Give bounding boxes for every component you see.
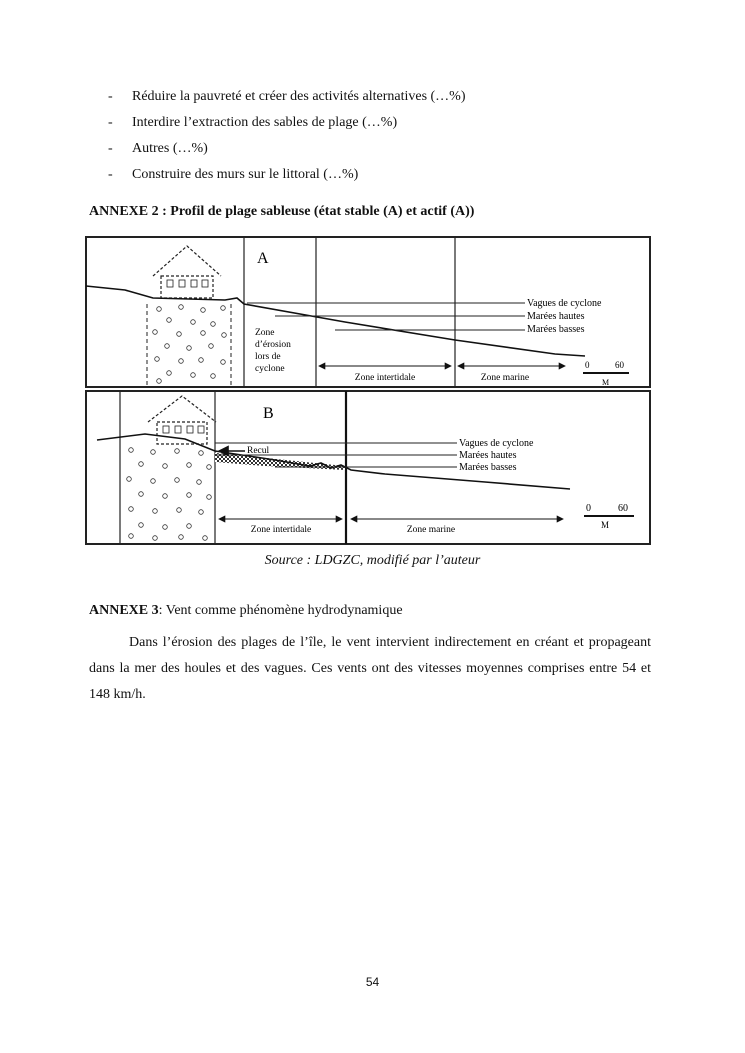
list-item: - Réduire la pauvreté et créer des activités alternatives (…%) [108, 89, 466, 104]
list-item: - Autres (…%) [108, 141, 208, 156]
zone-intertidale-a: Zone intertidale [354, 373, 416, 383]
sand-dune-pebbles [127, 448, 212, 541]
scale-bar-b [584, 503, 634, 530]
recul-label: Recul [247, 446, 270, 456]
svg-text:60: 60 [615, 360, 624, 370]
erosion-zone-line-1: Zone [255, 328, 275, 338]
panel-a [86, 237, 629, 387]
house-icon [148, 396, 216, 444]
annexe3-label: ANNEXE 3 [89, 603, 159, 618]
panel-b-letter: B [263, 405, 274, 422]
panel-a-letter: A [257, 250, 269, 267]
legend-marees-basses: Marées basses [527, 324, 585, 335]
list-item: - Construire des murs sur le littoral (…%) [108, 167, 359, 182]
legend-marees-basses: Marées basses [459, 462, 517, 473]
zone-marine-a: Zone marine [480, 373, 530, 383]
zone-marine-b: Zone marine [406, 525, 456, 535]
annexe3-paragraph: Dans l’érosion des plages de l’île, le vent intervient indirectement en créant et propageant dans la mer des houles et des vagues. Ces vents ont des vitesses moyennes comprises entre 54 et 148 km/h. [89, 635, 651, 702]
list-item: - Interdire l’extraction des sables de plage (…%) [108, 115, 398, 130]
annexe3-title [89, 603, 403, 619]
legend-marees-hautes: Marées hautes [527, 311, 585, 322]
svg-text:0: 0 [586, 503, 591, 514]
house-icon [153, 246, 221, 298]
erosion-zone-line-2: d’érosion [255, 340, 291, 350]
sand-dune-pebbles [153, 305, 227, 384]
erosion-zone-line-4: cyclone [255, 364, 285, 374]
svg-text:0: 0 [585, 360, 590, 370]
svg-text:60: 60 [618, 503, 628, 514]
annexe3-title-text: : Vent comme phénomène hydrodynamique [158, 603, 403, 618]
panel-b [97, 391, 634, 544]
svg-text:M: M [602, 378, 610, 387]
legend-vagues-cyclone: Vagues de cyclone [459, 438, 534, 449]
svg-text:M: M [601, 520, 610, 530]
page-number: 54 [365, 975, 380, 989]
erosion-zone-line-3: lors de [255, 352, 281, 362]
panel-b-frame [86, 391, 650, 544]
legend-vagues-cyclone: Vagues de cyclone [527, 298, 602, 309]
zone-intertidale-b: Zone intertidale [250, 525, 312, 535]
beach-profile-figure [85, 236, 651, 546]
scale-bar-a [583, 360, 629, 387]
annexe2-title: ANNEXE 2 : Profil de plage sableuse (état stable (A) et actif (A)) [89, 204, 475, 219]
figure-source: Source : LDGZC, modifié par l’auteur [264, 553, 481, 568]
bullet-list [108, 88, 466, 192]
legend-marees-hautes: Marées hautes [459, 450, 517, 461]
